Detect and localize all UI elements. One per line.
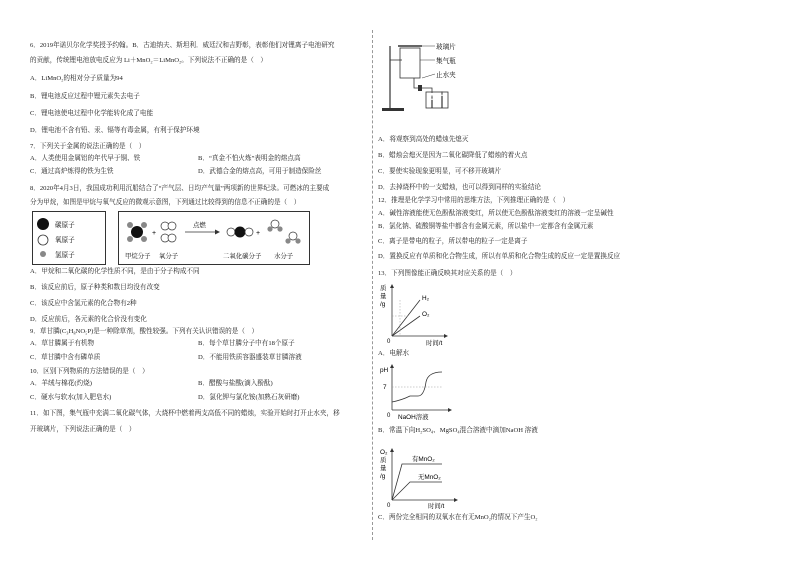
q6-stem-line2: 的贡献，传统锂电池放电反应为 Li＋MnO₂＝LiMnO₂。下列说法不正确的是（ ） bbox=[30, 57, 268, 64]
legend-carbon-label: 碳原子 bbox=[55, 222, 75, 229]
legend-oxygen-label: 氧原子 bbox=[55, 237, 75, 244]
legend-hydrogen-label: 氢原子 bbox=[55, 252, 75, 259]
svg-text:0: 0 bbox=[387, 413, 391, 419]
label-glass-plate: 玻璃片 bbox=[436, 44, 456, 51]
water-molecules bbox=[267, 220, 300, 244]
plus-sign: + bbox=[152, 230, 157, 237]
q10-option-b: B．醋酸与盐酸(滴入酚酞) bbox=[198, 380, 273, 387]
q11-option-b: B．蜡烛会熄灭是因为二氧化碳降低了蜡烛的着火点 bbox=[378, 152, 528, 159]
q11-option-a: A．将观察到高处的蜡烛先熄灭 bbox=[378, 136, 469, 143]
reaction-condition: 点燃 bbox=[193, 222, 206, 229]
q10-option-d: D．氯化钾与氯化铵(加熟石灰研磨) bbox=[198, 394, 300, 401]
q7-option-c: C．通过高炉炼得的铁为生铁 bbox=[30, 168, 114, 175]
q13-graph-a bbox=[380, 282, 470, 346]
label-oxygen: 氧分子 bbox=[159, 253, 179, 260]
q9-stem: 9．草甘膦(C₃H₈NO₅P)是一种除草剂，酸性较强。下列有关认识错误的是（ ） bbox=[30, 328, 259, 335]
q8-option-d: D．反应前后，各元素的化合价没有变化 bbox=[30, 316, 147, 323]
q6-option-b: B．锂电池反应过程中锂元素失去电子 bbox=[30, 93, 140, 100]
label-co2: 二氧化碳分子 bbox=[223, 253, 262, 260]
q13-option-c: C．两份完全相同的双氧水在有无MnO₂的情况下产生O₂ bbox=[378, 514, 538, 521]
beaker-icon bbox=[426, 92, 448, 108]
q7-option-b: B．“真金不怕火炼”表明金的熔点高 bbox=[198, 155, 301, 162]
carbon-atom-icon bbox=[37, 218, 49, 230]
hydrogen-atom-icon bbox=[40, 251, 46, 257]
q6-option-d: D．锂电池不含有铅、汞、镉等有毒金属，有利于保护环境 bbox=[30, 127, 200, 134]
q10-stem: 10．区别下列物质的方法错误的是（ ） bbox=[30, 368, 149, 375]
label-gas-bottle: 集气瓶 bbox=[436, 58, 456, 65]
label-water: 水分子 bbox=[274, 253, 294, 260]
series-with-mno2: 有MnO₂ bbox=[412, 456, 435, 463]
svg-text:+: + bbox=[256, 230, 261, 237]
q6-option-a: A．LiMnO₂的相对分子质量为94 bbox=[30, 75, 123, 82]
q13-option-a: A．电解水 bbox=[378, 350, 410, 357]
oxygen-molecules bbox=[161, 222, 176, 242]
q10-option-a: A．羊绒与棉花(灼烧) bbox=[30, 380, 92, 387]
svg-text:O₂: O₂ bbox=[380, 449, 388, 456]
q6-stem-line1: 6．2019年诺贝尔化学奖授予约翰。B．古迪纳夫、斯坦利．威廷汉和吉野彰，表彰他们对锂离子电池研究 bbox=[30, 42, 335, 49]
co2-molecule bbox=[227, 227, 253, 238]
methane-molecule bbox=[127, 222, 147, 242]
q11-apparatus-figure bbox=[380, 38, 480, 118]
svg-text:质: 质 bbox=[380, 457, 387, 464]
q9-option-b: B．每个草甘膦分子中有18个原子 bbox=[198, 340, 295, 347]
q8-option-a: A．甲烷和二氧化碳的化学性质不同，是由于分子构成不同 bbox=[30, 268, 200, 275]
svg-text:量: 量 bbox=[380, 465, 387, 472]
oxygen-atom-icon bbox=[38, 235, 48, 245]
q6-option-c: C．锂电池使电过程中化学能转化成了电能 bbox=[30, 110, 154, 117]
q12-option-b: B．氯化钠、硫酸铜等盐中都含有金属元素，所以盐中一定都含有金属元素 bbox=[378, 223, 594, 230]
series-o2-label: O₂ bbox=[422, 311, 430, 318]
q12-option-d: D．置换反应有单质和化合物生成，所以有单质和化合物生成的反应一定是置换反应 bbox=[378, 253, 621, 260]
svg-text:/g: /g bbox=[380, 473, 386, 480]
q8-stem-line2: 分为甲烷，如图是甲烷与氧气反应的微观示意图，下列通过比较得到的信息不正确的是（ ） bbox=[30, 199, 301, 206]
q11-option-d: D．去掉烧杯中的一支蜡烛，也可以得到同样的实验结论 bbox=[378, 184, 542, 191]
svg-text:pH: pH bbox=[380, 367, 389, 374]
svg-text:0: 0 bbox=[387, 339, 391, 345]
label-clamp: 止水夹 bbox=[436, 72, 456, 79]
q7-stem: 7．下列关于金属的说法正确的是（ ） bbox=[30, 143, 146, 150]
svg-text:量: 量 bbox=[380, 293, 387, 300]
series-h2-label: H₂ bbox=[422, 295, 430, 302]
q8-option-c: C．该反应中含氢元素的化合物有2种 bbox=[30, 300, 137, 307]
q9-option-d: D．不能用铁质容器盛装草甘膦溶液 bbox=[198, 354, 302, 361]
svg-text:NaOH溶液: NaOH溶液 bbox=[398, 414, 429, 421]
q8-legend-svg bbox=[33, 212, 105, 264]
svg-text:时间/t: 时间/t bbox=[428, 503, 445, 510]
q13-graph-c bbox=[380, 446, 480, 510]
q8-reaction-box bbox=[118, 211, 310, 265]
column-divider bbox=[372, 30, 373, 540]
q8-stem-line1: 8．2020年4月3日，我国成功利用沉船结合了“产气层、日均产气量”两项新的世界纪录。可燃冰的主要成 bbox=[30, 185, 330, 192]
q8-reaction-svg bbox=[119, 212, 309, 264]
svg-text:0: 0 bbox=[387, 503, 391, 509]
q7-option-a: A．人类使用金属铝的年代早于铜、铁 bbox=[30, 155, 141, 162]
gas-bottle-icon bbox=[400, 48, 420, 78]
svg-text:/g: /g bbox=[380, 301, 386, 308]
q11-option-c: C．要使实验现象更明显，可不移开玻璃片 bbox=[378, 168, 502, 175]
q8-option-b: B．该反应前后，原子种类和数目均没有改变 bbox=[30, 284, 160, 291]
q12-option-c: C．离子是带电的粒子，所以带电的粒子一定是离子 bbox=[378, 238, 528, 245]
q9-option-c: C．草甘膦中含有磷单质 bbox=[30, 354, 101, 361]
q8-legend-box bbox=[32, 211, 106, 265]
q7-option-d: D．武德合金的熔点高，可用于制造保险丝 bbox=[198, 168, 322, 175]
q12-stem: 12．推理是化学学习中常用的思维方法，下列推理正确的是（ ） bbox=[378, 197, 570, 204]
q13-stem: 13．下列图像能正确反映其对应关系的是（ ） bbox=[378, 270, 517, 277]
without-mno2-curve bbox=[392, 482, 442, 500]
q11-stem-line2: 开玻璃片，下列说法正确的是（ ） bbox=[30, 426, 136, 433]
candle-flame-icon bbox=[432, 95, 433, 100]
svg-text:7: 7 bbox=[383, 384, 387, 391]
q10-option-c: C．硬水与软水(加入肥皂水) bbox=[30, 394, 112, 401]
svg-text:时间/t: 时间/t bbox=[426, 340, 443, 346]
svg-text:质: 质 bbox=[380, 285, 387, 292]
label-methane: 甲烷分子 bbox=[125, 253, 151, 260]
clamp-icon bbox=[418, 85, 422, 91]
series-without-mno2: 无MnO₂ bbox=[418, 474, 441, 481]
q9-option-a: A．草甘膦属于有机物 bbox=[30, 340, 95, 347]
q12-option-a: A．碱性溶液能使无色酚酞溶液变红，所以使无色酚酞溶液变红的溶液一定呈碱性 bbox=[378, 210, 614, 217]
q11-stem-line1: 11．如下图，集气瓶中充满二氧化碳气体，大烧杯中燃着两支高低不同的蜡烛，实验开始时打开止水夹，移 bbox=[30, 410, 340, 417]
q13-option-b: B．常温下向H₂SO₄、MgSO₄混合溶液中滴加NaOH 溶液 bbox=[378, 427, 538, 434]
q13-graph-b bbox=[380, 362, 470, 422]
